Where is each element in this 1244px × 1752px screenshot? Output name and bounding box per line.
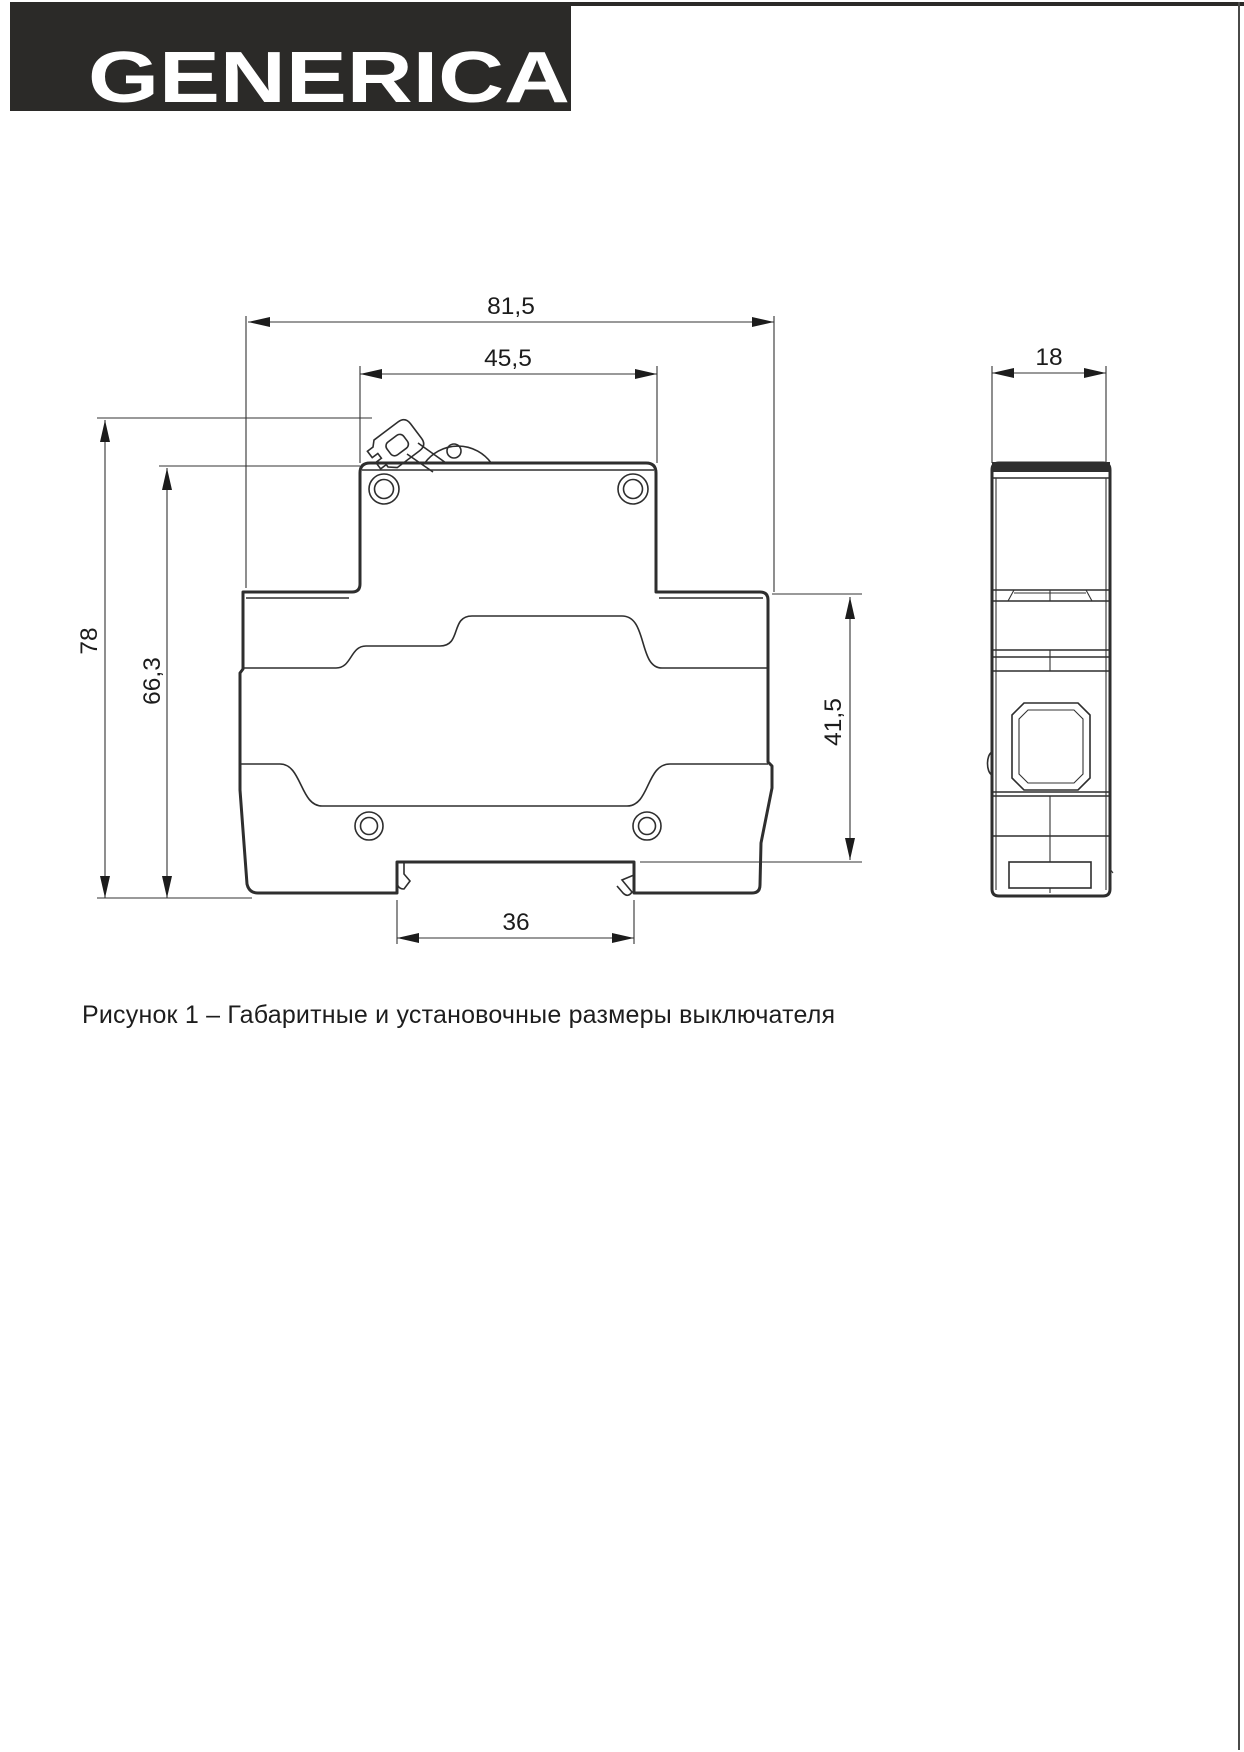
dimension-overall-width-label: 81,5 — [487, 293, 535, 320]
toggle-handle — [364, 417, 491, 476]
dimension-handle-zone-width — [360, 345, 657, 463]
dimension-din-clip-label: 36 — [502, 909, 530, 936]
dimension-body-height — [139, 466, 360, 898]
terminal-window-inner — [1019, 710, 1083, 783]
side-view-bottom-bands — [992, 792, 1110, 836]
arrow-left-icon — [397, 933, 419, 943]
arrow-down-icon — [845, 838, 855, 860]
mounting-hole-top-left — [369, 474, 399, 504]
mounting-hole-bottom-right-inner — [639, 818, 656, 835]
mounting-hole-top-right — [618, 474, 648, 504]
lower-face-contour — [240, 764, 768, 806]
dimension-mounting-height-label: 41,5 — [820, 698, 847, 746]
dimension-handle-zone-label: 45,5 — [484, 345, 532, 372]
toggle-grip-hole — [384, 432, 410, 457]
dimension-body-height-label: 66,3 — [139, 657, 166, 705]
arrow-up-icon — [845, 597, 855, 619]
dimension-module-width — [992, 344, 1106, 463]
figure-caption: Рисунок 1 – Габаритные и установочные размеры выключателя — [82, 1001, 836, 1029]
toggle-stem — [407, 443, 446, 472]
mounting-hole-bottom-left — [355, 812, 383, 840]
arrow-left-icon — [248, 317, 270, 327]
dimension-overall-height — [76, 418, 372, 898]
brand-logo-text: GENERICA — [88, 38, 570, 111]
arrow-up-icon — [100, 420, 110, 442]
dimension-handle-zone-extensions — [360, 366, 657, 463]
toggle-grip — [364, 417, 426, 476]
arrow-left-icon — [360, 369, 382, 379]
side-view-mid-bands — [992, 650, 1110, 671]
dimension-module-width-label: 18 — [1035, 344, 1063, 371]
dimension-mounting-height — [640, 594, 862, 862]
mounting-hole-bottom-left-inner — [361, 818, 378, 835]
side-view-outline — [992, 463, 1110, 896]
side-view-label-field — [1009, 862, 1091, 888]
arrow-down-icon — [100, 876, 110, 898]
arrow-up-icon — [162, 468, 172, 490]
breaker-side-view — [988, 462, 1114, 896]
din-clip-left-hook — [397, 862, 410, 889]
arrow-right-icon — [752, 317, 774, 327]
arrow-right-icon — [1084, 368, 1106, 378]
dimension-overall-width — [246, 293, 774, 592]
side-view-slot-detail — [1008, 590, 1092, 601]
din-clip-right-hook — [617, 862, 634, 895]
mounting-hole-bottom-right — [633, 812, 661, 840]
arrow-right-icon — [612, 933, 634, 943]
arrow-right-icon — [635, 369, 657, 379]
mounting-hole-top-left-inner — [375, 480, 394, 499]
dimension-din-clip-width — [397, 900, 634, 944]
side-view-slot-band — [992, 590, 1110, 601]
dimension-module-width-extensions — [992, 366, 1106, 463]
breaker-profile-view — [240, 417, 772, 896]
breaker-body-outline — [240, 463, 772, 893]
side-view-inner-edges — [996, 478, 1106, 890]
dimension-overall-height-label: 78 — [76, 627, 103, 655]
arrow-left-icon — [992, 368, 1014, 378]
mid-face-contour — [243, 616, 768, 668]
mounting-hole-top-right-inner — [624, 480, 643, 499]
dimension-annotations — [76, 293, 1106, 944]
side-view-top-band — [992, 462, 1110, 472]
arrow-down-icon — [162, 876, 172, 898]
terminal-window-outer — [1012, 703, 1090, 790]
